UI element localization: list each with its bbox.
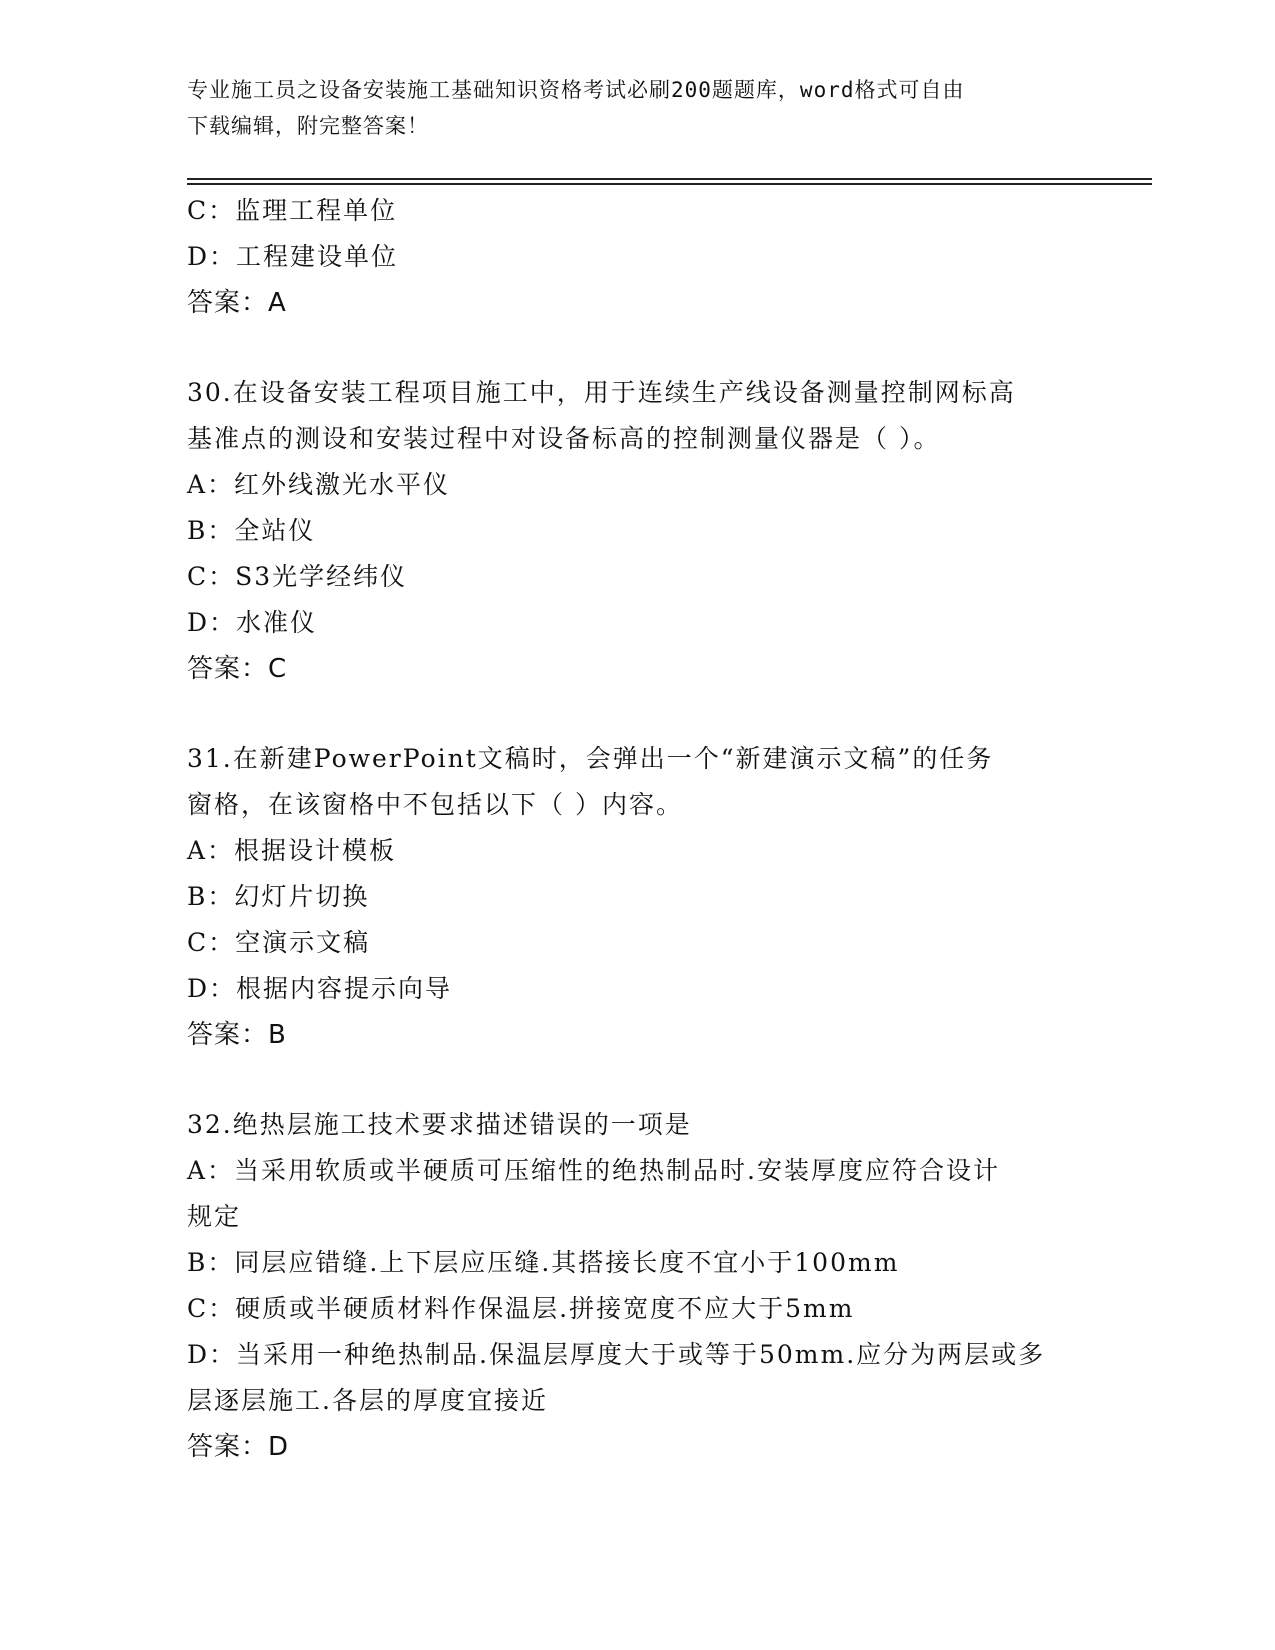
answer: 答案：A	[187, 288, 287, 318]
answer: 答案：D	[187, 1432, 290, 1462]
option-c: C：监理工程单位	[187, 196, 398, 225]
header-divider-bottom	[187, 183, 1152, 185]
question-content	[187, 188, 1087, 1470]
question-31	[187, 736, 1087, 1058]
option-a: A：当采用软质或半硬质可压缩性的绝热制品时.安装厚度应符合设计	[187, 1156, 1001, 1185]
option-b: B：全站仪	[187, 516, 316, 545]
question-stem-line: 窗格，在该窗格中不包括以下（ ）内容。	[187, 790, 683, 819]
option-a-continued: 规定	[187, 1202, 242, 1231]
option-d: D：根据内容提示向导	[187, 974, 453, 1003]
question-stem-line: 31.在新建PowerPoint文稿时，会弹出一个“新建演示文稿”的任务	[187, 744, 994, 773]
question-30	[187, 370, 1087, 692]
option-b: B：同层应错缝.上下层应压缝.其搭接长度不宜小于100mm	[187, 1248, 900, 1277]
question-32	[187, 1102, 1087, 1470]
header-line-2: 下载编辑，附完整答案！	[187, 114, 429, 138]
header-line-1: 专业施工员之设备安装施工基础知识资格考试必刷200题题库，word格式可自由	[187, 78, 965, 102]
question-stem-line: 32.绝热层施工技术要求描述错误的一项是	[187, 1110, 692, 1139]
question-stem-line: 30.在设备安装工程项目施工中，用于连续生产线设备测量控制网标高	[187, 378, 1016, 407]
answer: 答案：C	[187, 654, 288, 684]
option-d: D：当采用一种绝热制品.保温层厚度大于或等于50mm.应分为两层或多	[187, 1340, 1046, 1369]
header-divider-top	[187, 178, 1152, 180]
option-d: D：水准仪	[187, 608, 318, 637]
option-d: D：工程建设单位	[187, 242, 399, 271]
question-stem-line: 基准点的测设和安装过程中对设备标高的控制测量仪器是（ ）。	[187, 424, 941, 453]
option-c: C：S3光学经纬仪	[187, 562, 408, 591]
option-d-continued: 层逐层施工.各层的厚度宜接近	[187, 1386, 548, 1415]
option-a: A：红外线激光水平仪	[187, 470, 451, 499]
document-header	[187, 72, 1067, 144]
option-a: A：根据设计模板	[187, 836, 397, 865]
option-b: B：幻灯片切换	[187, 882, 370, 911]
option-c: C：硬质或半硬质材料作保温层.拼接宽度不应大于5mm	[187, 1294, 855, 1323]
option-c: C：空演示文稿	[187, 928, 371, 957]
answer: 答案：B	[187, 1020, 287, 1050]
